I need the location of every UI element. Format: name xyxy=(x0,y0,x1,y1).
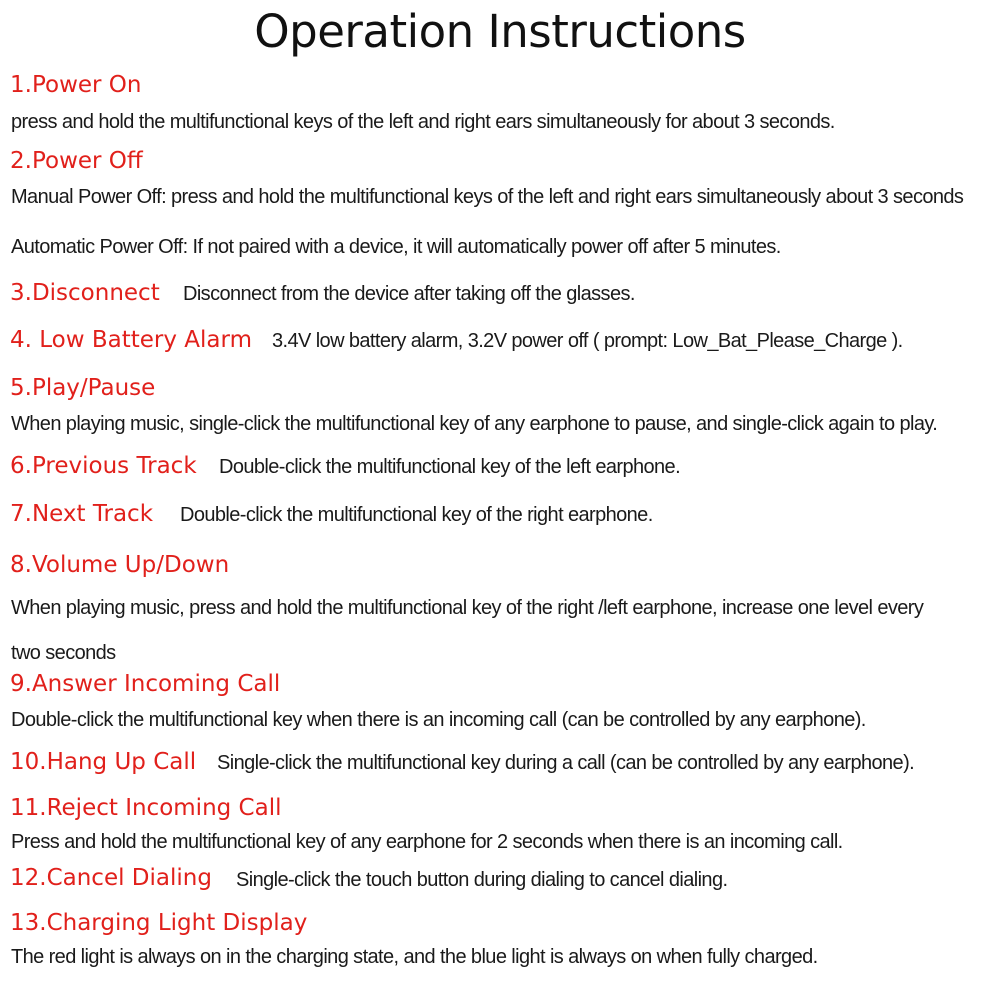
heading-volume-up-down: 8.Volume Up/Down xyxy=(10,552,230,578)
heading-answer-incoming-call: 9.Answer Incoming Call xyxy=(10,671,281,697)
text-power-on: press and hold the multifunctional keys of the left and right ears simultaneously for about 3 seconds. xyxy=(11,111,835,133)
heading-hang-up-call: 10.Hang Up Call xyxy=(10,749,197,775)
heading-charging-light-display: 13.Charging Light Display xyxy=(10,910,308,936)
heading-previous-track: 6.Previous Track xyxy=(10,453,197,479)
text-play-pause: When playing music, single-click the multifunctional key of any earphone to pause, and single-click again to play. xyxy=(11,413,938,435)
heading-play-pause: 5.Play/Pause xyxy=(10,375,156,401)
heading-next-track: 7.Next Track xyxy=(10,501,154,527)
text-answer-incoming-call: Double-click the multifunctional key when there is an incoming call (can be controlled by any earphone). xyxy=(11,709,866,731)
text-hang-up-call: Single-click the multifunctional key during a call (can be controlled by any earphone). xyxy=(217,752,915,774)
text-reject-incoming-call: Press and hold the multifunctional key of any earphone for 2 seconds when there is an incoming call. xyxy=(11,831,843,853)
text-cancel-dialing: Single-click the touch button during dialing to cancel dialing. xyxy=(236,869,728,891)
heading-disconnect: 3.Disconnect xyxy=(10,280,160,306)
heading-low-battery-alarm: 4. Low Battery Alarm xyxy=(10,327,252,353)
text-disconnect: Disconnect from the device after taking off the glasses. xyxy=(183,283,635,305)
heading-reject-incoming-call: 11.Reject Incoming Call xyxy=(10,795,282,821)
heading-power-off: 2.Power Off xyxy=(10,148,143,174)
text-power-off-automatic: Automatic Power Off: If not paired with a device, it will automatically power off after 5 minutes. xyxy=(11,236,781,258)
heading-cancel-dialing: 12.Cancel Dialing xyxy=(10,865,212,891)
text-volume-up-down-1: When playing music, press and hold the multifunctional key of the right /left earphone, increase one level every xyxy=(11,597,924,619)
heading-power-on: 1.Power On xyxy=(10,72,142,98)
text-next-track: Double-click the multifunctional key of the right earphone. xyxy=(180,504,653,526)
text-charging-light-display: The red light is always on in the charging state, and the blue light is always on when fully charged. xyxy=(11,946,818,968)
text-low-battery-alarm: 3.4V low battery alarm, 3.2V power off ( prompt: Low_Bat_Please_Charge ). xyxy=(272,330,903,352)
page-title: Operation Instructions xyxy=(254,5,746,58)
text-volume-up-down-2: two seconds xyxy=(11,642,116,664)
text-power-off-manual: Manual Power Off: press and hold the multifunctional keys of the left and right ears simultaneously about 3 seconds xyxy=(11,186,964,208)
text-previous-track: Double-click the multifunctional key of the left earphone. xyxy=(219,456,681,478)
